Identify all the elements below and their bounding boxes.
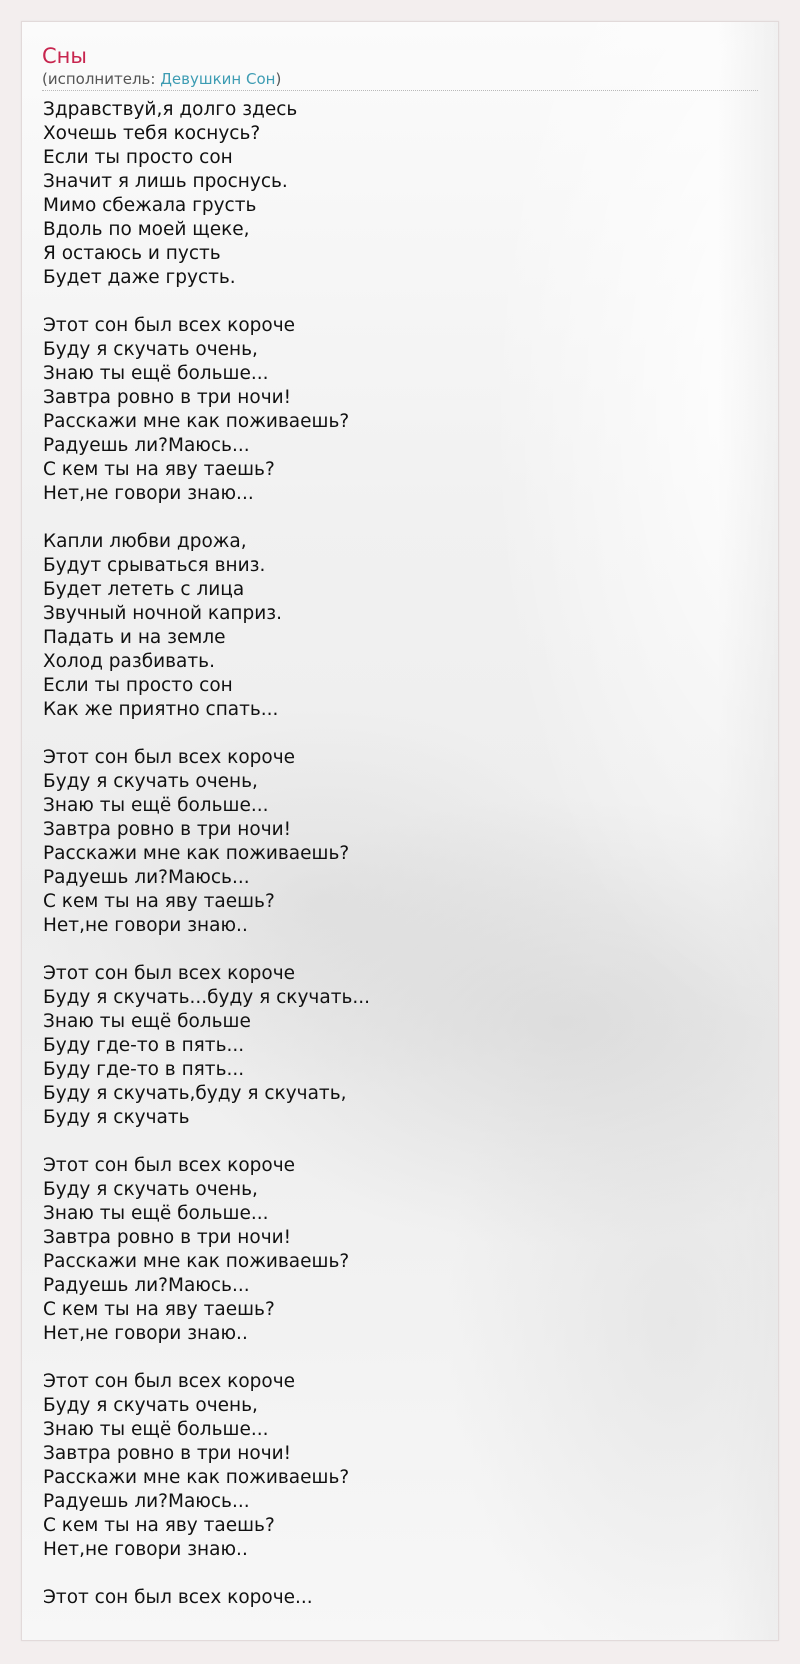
lyrics-line: Звучный ночной каприз. <box>43 603 283 624</box>
lyrics-line: Знаю ты ещё больше... <box>43 363 269 384</box>
lyrics-line: Расскажи мне как поживаешь? <box>43 1467 350 1488</box>
lyrics-line: Будет даже грусть. <box>43 267 236 288</box>
lyrics-line: Мимо сбежала грусть <box>43 195 257 216</box>
lyrics-line: Нет,не говори знаю.. <box>43 1323 248 1344</box>
lyrics-line: Этот сон был всех короче <box>43 1155 296 1176</box>
lyrics-line: Знаю ты ещё больше... <box>43 1419 269 1440</box>
lyrics-line: Значит я лишь проснусь. <box>43 171 288 192</box>
lyrics-line: Завтра ровно в три ночи! <box>43 1443 292 1464</box>
lyrics-line: Вдоль по моей щеке, <box>43 219 250 240</box>
lyrics-line: Буду я скучать очень, <box>43 339 258 360</box>
lyrics-line: Если ты просто сон <box>43 147 233 168</box>
lyrics-line: Капли любви дрожа, <box>43 531 247 552</box>
lyrics-line: Этот сон был всех короче... <box>43 1587 313 1608</box>
performer-link[interactable]: Девушкин Сон <box>160 70 276 88</box>
lyrics-line: Радуешь ли?Маюсь... <box>43 1275 250 1296</box>
lyrics-stanza <box>43 1154 743 1346</box>
lyrics-line: Знаю ты ещё больше... <box>43 795 269 816</box>
lyrics-line: Завтра ровно в три ночи! <box>43 1227 292 1248</box>
performer-suffix: ) <box>275 70 282 88</box>
lyrics-line: Если ты просто сон <box>43 675 233 696</box>
lyrics-line: Нет,не говори знаю.. <box>43 1539 248 1560</box>
lyrics-line: Буду я скучать очень, <box>43 771 258 792</box>
lyrics-line: Расскажи мне как поживаешь? <box>43 1251 350 1272</box>
lyrics-stanza <box>43 314 743 506</box>
lyrics-line: Радуешь ли?Маюсь... <box>43 1491 250 1512</box>
lyrics-line: Падать и на земле <box>43 627 226 648</box>
lyrics-line: Знаю ты ещё больше <box>43 1011 251 1032</box>
lyrics-line: С кем ты на яву таешь? <box>43 891 275 912</box>
lyrics-line: Буду я скучать,буду я скучать, <box>43 1083 347 1104</box>
lyrics-body <box>43 98 743 1634</box>
lyrics-line: Как же приятно спать... <box>43 699 279 720</box>
lyrics-line: Нет,не говори знаю.. <box>43 915 248 936</box>
lyrics-line: Расскажи мне как поживаешь? <box>43 843 350 864</box>
lyrics-stanza <box>43 98 743 290</box>
lyrics-card <box>21 21 779 1641</box>
song-header <box>42 42 758 91</box>
lyrics-line: Этот сон был всех короче <box>43 1371 296 1392</box>
lyrics-line: С кем ты на яву таешь? <box>43 459 275 480</box>
lyrics-line: Радуешь ли?Маюсь... <box>43 435 250 456</box>
lyrics-line: Нет,не говори знаю... <box>43 483 254 504</box>
song-title: Сны <box>42 44 87 68</box>
lyrics-line: Здравствуй,я долго здесь <box>43 99 298 120</box>
lyrics-line: Хочешь тебя коснусь? <box>43 123 261 144</box>
lyrics-stanza <box>43 530 743 722</box>
lyrics-line: Завтра ровно в три ночи! <box>43 819 292 840</box>
lyrics-stanza <box>43 746 743 938</box>
lyrics-line: Будут срываться вниз. <box>43 555 266 576</box>
lyrics-line: С кем ты на яву таешь? <box>43 1299 275 1320</box>
lyrics-line: С кем ты на яву таешь? <box>43 1515 275 1536</box>
lyrics-line: Холод разбивать. <box>43 651 215 672</box>
lyrics-line: Этот сон был всех короче <box>43 747 296 768</box>
lyrics-line: Будет лететь с лица <box>43 579 245 600</box>
performer-byline <box>42 70 758 88</box>
lyrics-line: Буду я скучать очень, <box>43 1395 258 1416</box>
lyrics-line: Буду я скучать <box>43 1107 190 1128</box>
lyrics-line: Этот сон был всех короче <box>43 315 296 336</box>
lyrics-line: Буду где-то в пять... <box>43 1035 245 1056</box>
lyrics-line: Радуешь ли?Маюсь... <box>43 867 250 888</box>
lyrics-line: Буду я скучать очень, <box>43 1179 258 1200</box>
lyrics-line: Расскажи мне как поживаешь? <box>43 411 350 432</box>
lyrics-line: Этот сон был всех короче <box>43 963 296 984</box>
lyrics-line: Буду я скучать...буду я скучать... <box>43 987 371 1008</box>
lyrics-stanza <box>43 1370 743 1562</box>
lyrics-stanza <box>43 962 743 1130</box>
lyrics-stanza <box>43 1586 743 1610</box>
lyrics-line: Знаю ты ещё больше... <box>43 1203 269 1224</box>
lyrics-line: Завтра ровно в три ночи! <box>43 387 292 408</box>
lyrics-line: Я остаюсь и пусть <box>43 243 221 264</box>
lyrics-line: Буду где-то в пять... <box>43 1059 245 1080</box>
performer-prefix: (исполнитель: <box>42 70 161 88</box>
